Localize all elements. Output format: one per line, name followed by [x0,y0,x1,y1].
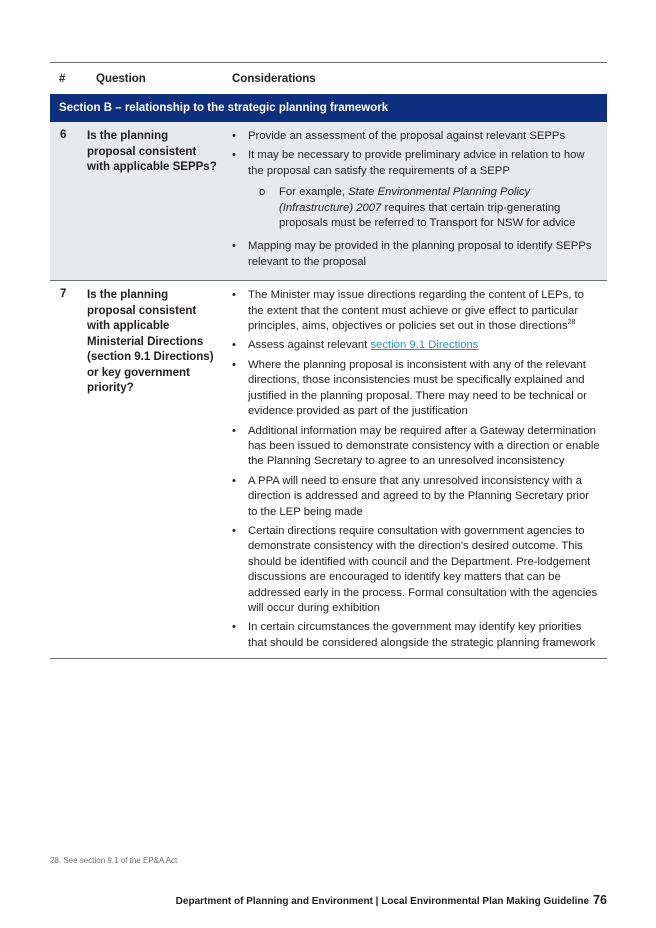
header-considerations: Considerations [232,73,316,85]
list-item: • The Minister may issue directions regarding the content of LEPs, to the extent that the content must achieve or give effect to particular principles, aims, objectives or policies set out in those directions$^{28}$ [232,289,584,333]
list-item: • It may be necessary to provide preliminary advice in relation to how the proposal can satisfy the requirements of a SEPP o For example, State Environmental Planning Policy (Infrastructure) 2007 requires that certain trip-generating proposals must be referred to Transport for NSW for advice [232,148,600,231]
header-num: # [59,73,66,85]
list-item: • In certain circumstances the government may identify key priorities that should be considered alongside the strategic planning framework [232,621,596,649]
page-number: 76 [593,893,607,907]
row-number: 6 [60,129,67,141]
table-header [50,62,607,94]
list-item: • Additional information may be required after a Gateway determination has been issued to demonstrate consistency with a direction or enable the Planning Secretary to agree to an unresolved inconsistency [232,424,600,468]
row-question: Is the planning proposal consistent with applicable SEPPs? [87,130,217,173]
footnote-ref: 28 [567,319,576,327]
section-9-1-directions-link[interactable]: section 9.1 Directions [370,339,479,352]
list-item: • Assess against relevant section 9.1 Directions [232,339,479,352]
sub-list [248,185,600,231]
header-question: Question [96,73,146,85]
page-footer [176,893,607,907]
list-item: • Provide an assessment of the proposal against relevant SEPPs [232,130,566,142]
footer-text: Department of Planning and Environment | Local Environmental Plan Making Guideline [175,896,590,907]
footnote: 28. See section 9.1 of the EP&A Act [50,856,178,865]
list-item: • Certain directions require consultation with government agencies to demonstrate consistency with the direction's desired outcome. This should be identified with council and the Department. Pre-lodgement discussions are encouraged to identify key matters that can be addressed early in the process. Formal consultation with the agencies will occur during exhibition [232,524,598,614]
list-item: • Mapping may be provided in the planning proposal to identify SEPPs relevant to the proposal [232,240,592,268]
sub-list-item: o For example, State Environmental Planning Policy (Infrastructure) 2007 requires that certain trip-generating proposals must be referred to Transport for NSW for advice [259,186,576,230]
table-row-6 [50,122,607,281]
considerations-list [232,288,600,651]
section-b-title: Section B – relationship to the strategic planning framework [50,94,607,122]
row-number: 7 [60,288,67,301]
list-item: • Where the planning proposal is inconsistent with any of the relevant directions, those inconsistencies must be specifically explained and justified in the planning proposal. There may need to be technical or evidence provided as part of the justification [232,358,587,418]
considerations-list [232,129,600,270]
table-row-7 [50,281,607,659]
row-question: Is the planning proposal consistent with applicable Ministerial Directions (section 9.1 Directions) or key government priority? [87,289,214,395]
list-item: • A PPA will need to ensure that any unresolved inconsistency with a direction is addressed and agreed to by the Planning Secretary prior to the LEP being made [232,474,589,518]
considerations-table [50,62,607,659]
